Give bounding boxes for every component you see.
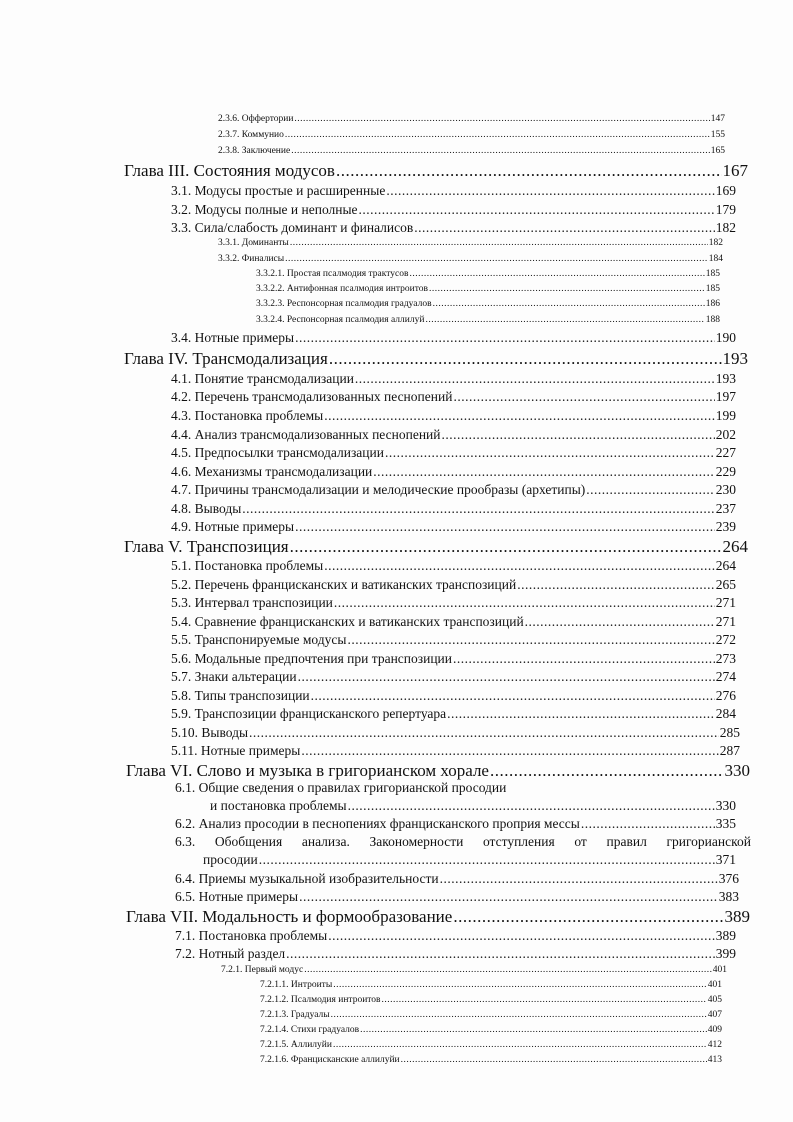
toc-entry: [171, 707, 736, 721]
toc-entry-page: 399: [715, 946, 736, 961]
toc-entry-page: 401: [707, 980, 722, 990]
toc-entry-title: 7.2.1.5. Аллилуйи: [260, 1040, 332, 1050]
toc-entry-title: Глава III. Состояния модусов: [124, 161, 335, 180]
toc-entry-title: 5.2. Перечень францисканских и ватиканских транспозиций: [171, 577, 517, 592]
toc-entry: [171, 483, 736, 497]
toc-entry-page: 229: [715, 464, 736, 479]
toc-entry-title: Глава V. Транспозиция: [124, 537, 289, 556]
toc-entry-page: 265: [715, 577, 736, 592]
toc-entry-title: 2.3.7. Коммунио: [218, 130, 284, 140]
toc-entry-page: 237: [715, 501, 736, 516]
toc-entry-title: 3.3.2.3. Респонсорная псалмодия градуалов: [256, 299, 432, 309]
toc-entry-page: 330: [724, 761, 750, 780]
toc-entry-title: Глава IV. Трансмодализация: [124, 349, 328, 368]
toc-entry-page: 413: [707, 1055, 722, 1065]
toc-entry-title: 3.3.2.1. Простая псалмодия трактусов: [256, 269, 409, 279]
toc-entry: [218, 147, 725, 157]
toc-entry-title: 2.3.6. Оффертории: [218, 114, 294, 124]
toc-entry: [203, 853, 736, 867]
toc-entry-page: 165: [710, 146, 725, 156]
toc-entry-page: 287: [719, 743, 740, 758]
toc-entry-page: 184: [708, 254, 723, 264]
toc-entry-title: 4.1. Понятие трансмодализации: [171, 371, 354, 386]
toc-entry-page: 389: [724, 907, 750, 926]
toc-entry: [171, 689, 736, 703]
toc-entry: [171, 670, 736, 684]
toc-entry: [175, 947, 736, 961]
toc-entry-page: 182: [715, 220, 736, 235]
toc-entry: [171, 203, 736, 217]
toc-entry-title: 5.3. Интервал транспозиции: [171, 595, 333, 610]
toc-entry: [171, 559, 736, 573]
toc-entry-page: 335: [715, 816, 736, 831]
toc-entry-page: 285: [719, 725, 740, 740]
toc-entry-page: 155: [710, 130, 725, 140]
toc-entry: [218, 131, 725, 141]
toc-entry-page: 147: [710, 114, 725, 124]
toc-entry-page: 185: [705, 269, 720, 279]
toc-entry: [171, 633, 736, 647]
toc-entry-title: 3.3.2. Финалисы: [218, 254, 285, 264]
toc-entry: [175, 817, 736, 831]
toc-entry-title-line: [175, 835, 751, 849]
toc-entry-page: 409: [707, 1025, 722, 1035]
toc-entry-title: 7.2.1.4. Стихи градуалов: [260, 1025, 360, 1035]
toc-entry-title: 5.7. Знаки альтерации: [171, 669, 297, 684]
toc-entry: [171, 331, 736, 345]
toc-chapter: [126, 908, 750, 925]
toc-entry-page: 188: [705, 315, 720, 325]
toc-entry: [171, 465, 736, 479]
toc-entry-word: от: [574, 834, 587, 849]
toc-entry-title: 4.7. Причины трансмодализации и мелодические прообразы (архетипы): [171, 482, 586, 497]
toc-entry-title: 7.2.1. Первый модус: [221, 965, 304, 975]
toc-entry-title: Глава VI. Слово и музыка в григорианском хорале: [126, 761, 489, 780]
toc-entry-page: 264: [715, 558, 736, 573]
toc-entry-title: 7.2.1.6. Францисканские аллилуйи: [260, 1055, 400, 1065]
toc-entry-title: 4.5. Предпосылки трансмодализации: [171, 445, 384, 460]
toc-entry-title: 3.3.2.2. Антифонная псалмодия интроитов: [256, 284, 428, 294]
toc-entry-page: 202: [715, 427, 736, 442]
toc-entry-page: 169: [715, 183, 736, 198]
toc-entry-title: 6.2. Анализ просодии в песнопениях францисканского проприя мессы: [175, 816, 580, 831]
toc-entry-page: 273: [715, 651, 736, 666]
toc-entry-page: 179: [715, 202, 736, 217]
toc-entry-title: 7.2.1.1. Интроиты: [260, 980, 333, 990]
toc-entry-page: 182: [708, 238, 723, 248]
toc-entry-title: 4.3. Постановка проблемы: [171, 408, 324, 423]
toc-entry: [171, 520, 736, 534]
toc-entry: [171, 221, 736, 235]
toc-entry-title: 4.9. Нотные примеры: [171, 519, 295, 534]
toc-entry-page: 239: [715, 519, 736, 534]
toc-entry: [175, 890, 739, 904]
toc-chapter: [124, 538, 748, 555]
toc-entry: [171, 409, 736, 423]
toc-entry-page: 193: [715, 371, 736, 386]
toc-entry-title: 3.3.1. Доминанты: [218, 238, 289, 248]
toc-entry-title: 5.11. Нотные примеры: [171, 743, 301, 758]
toc-entry-title: 7.2.1.3. Градуалы: [260, 1010, 330, 1020]
toc-entry: [171, 390, 736, 404]
toc-entry-page: 185: [705, 284, 720, 294]
toc-entry: [175, 872, 739, 886]
toc-entry: [175, 929, 736, 943]
toc-entry: [260, 1041, 722, 1051]
toc-entry: [218, 115, 725, 125]
toc-entry-title: 4.2. Перечень трансмодализованных песнопений: [171, 389, 453, 404]
toc-entry-title: 7.2. Нотный раздел: [175, 946, 286, 961]
toc-entry-title: Глава VII. Модальность и формообразование: [126, 907, 453, 926]
toc-entry-title: 5.6. Модальные предпочтения при транспозиции: [171, 651, 452, 666]
toc-entry-page: 271: [715, 614, 736, 629]
toc-chapter: [124, 162, 748, 179]
toc-entry-word: Закономерности: [369, 834, 464, 849]
toc-chapter: [124, 350, 748, 367]
toc-entry: [171, 578, 736, 592]
toc-entry-page: 167: [722, 161, 748, 180]
toc-entry-title: 5.5. Транспонируемые модусы: [171, 632, 347, 647]
toc-entry-title: 6.4. Приемы музыкальной изобразительности: [175, 871, 439, 886]
toc-entry-word: Обобщения: [214, 834, 283, 849]
toc-entry-title: 3.4. Нотные примеры: [171, 330, 295, 345]
toc-entry-word: отступления: [482, 834, 555, 849]
toc-entry: [171, 596, 736, 610]
toc-entry: [171, 726, 740, 740]
toc-entry-title: 5.10. Выводы: [171, 725, 249, 740]
toc-entry-title: 7.2.1.2. Псалмодия интроитов: [260, 995, 381, 1005]
toc-entry-title: 3.1. Модусы простые и расширенные: [171, 183, 386, 198]
toc-entry-title: 4.8. Выводы: [171, 501, 242, 516]
toc-entry-page: 190: [715, 330, 736, 345]
toc-entry-title: 4.4. Анализ трансмодализованных песнопений: [171, 427, 441, 442]
toc-entry-page: 272: [715, 632, 736, 647]
toc-entry: [171, 502, 736, 516]
toc-entry: [260, 981, 722, 991]
toc-entry-page: 330: [715, 798, 736, 813]
toc-entry-title: 3.3.2.4. Респонсорная псалмодия аллилуй: [256, 315, 425, 325]
toc-entry-page: 371: [715, 852, 736, 867]
toc-entry: [260, 1011, 722, 1021]
toc-entry-title: 3.3. Сила/слабость доминант и финалисов: [171, 220, 414, 235]
toc-entry: [218, 255, 723, 265]
toc-entry-page: 264: [722, 537, 748, 556]
toc-entry-page: 389: [715, 928, 736, 943]
toc-entry: [171, 428, 736, 442]
toc-entry-title: 5.4. Сравнение францисканских и ватиканских транспозиций: [171, 614, 524, 629]
toc-entry: [221, 966, 727, 976]
toc-entry-page: 197: [715, 389, 736, 404]
toc-entry-title: 5.9. Транспозиции францисканского репертуара: [171, 706, 447, 721]
toc-entry: [260, 1056, 722, 1066]
toc-entry-page: 199: [715, 408, 736, 423]
toc-entry-title: 7.1. Постановка проблемы: [175, 928, 328, 943]
toc-entry-title: просодии: [203, 852, 258, 867]
toc-entry: [260, 1026, 722, 1036]
toc-entry: [171, 744, 740, 758]
toc-entry-page: 230: [715, 482, 736, 497]
toc-entry-page: 405: [707, 995, 722, 1005]
toc-entry-page: 284: [715, 706, 736, 721]
toc-entry-word: анализа.: [301, 834, 350, 849]
toc-entry-page: 401: [712, 965, 727, 975]
toc-entry-word: правил: [606, 834, 647, 849]
toc-entry: [256, 316, 720, 326]
toc-entry: [260, 996, 722, 1006]
toc-entry-title: 2.3.8. Заключение: [218, 146, 291, 156]
toc-entry-page: 186: [705, 299, 720, 309]
toc-entry-title: 5.1. Постановка проблемы: [171, 558, 324, 573]
toc-entry: [171, 184, 736, 198]
toc-entry: [171, 446, 736, 460]
toc-entry-title: 6.5. Нотные примеры: [175, 889, 299, 904]
toc-entry-word: григорианской: [666, 834, 751, 849]
toc-entry: [210, 799, 736, 813]
toc-entry-page: 376: [718, 871, 739, 886]
toc-entry-page: 383: [718, 889, 739, 904]
toc-entry-word: 6.3.: [175, 834, 196, 849]
toc-entry-title: и постановка проблемы: [210, 798, 347, 813]
toc-entry: [218, 239, 723, 249]
toc-entry-title-line: 6.1. Общие сведения о правилах григорианской просодии: [175, 780, 507, 795]
toc-entry-page: 227: [715, 445, 736, 460]
toc-entry: [256, 285, 720, 295]
toc-entry-page: 274: [715, 669, 736, 684]
toc-entry-page: 407: [707, 1010, 722, 1020]
toc-entry-title: 3.2. Модусы полные и неполные: [171, 202, 358, 217]
toc-entry-page: 193: [722, 349, 748, 368]
toc-entry-page: 412: [707, 1040, 722, 1050]
toc-entry: [256, 300, 720, 310]
toc-entry: [171, 372, 736, 386]
toc-entry-title: 5.8. Типы транспозиции: [171, 688, 310, 703]
toc-chapter: [126, 762, 750, 779]
toc-entry: [171, 615, 736, 629]
toc-entry-page: 276: [715, 688, 736, 703]
toc-entry-title: 4.6. Механизмы трансмодализации: [171, 464, 373, 479]
toc-entry: [171, 652, 736, 666]
toc-entry-page: 271: [715, 595, 736, 610]
toc-entry: [256, 270, 720, 280]
